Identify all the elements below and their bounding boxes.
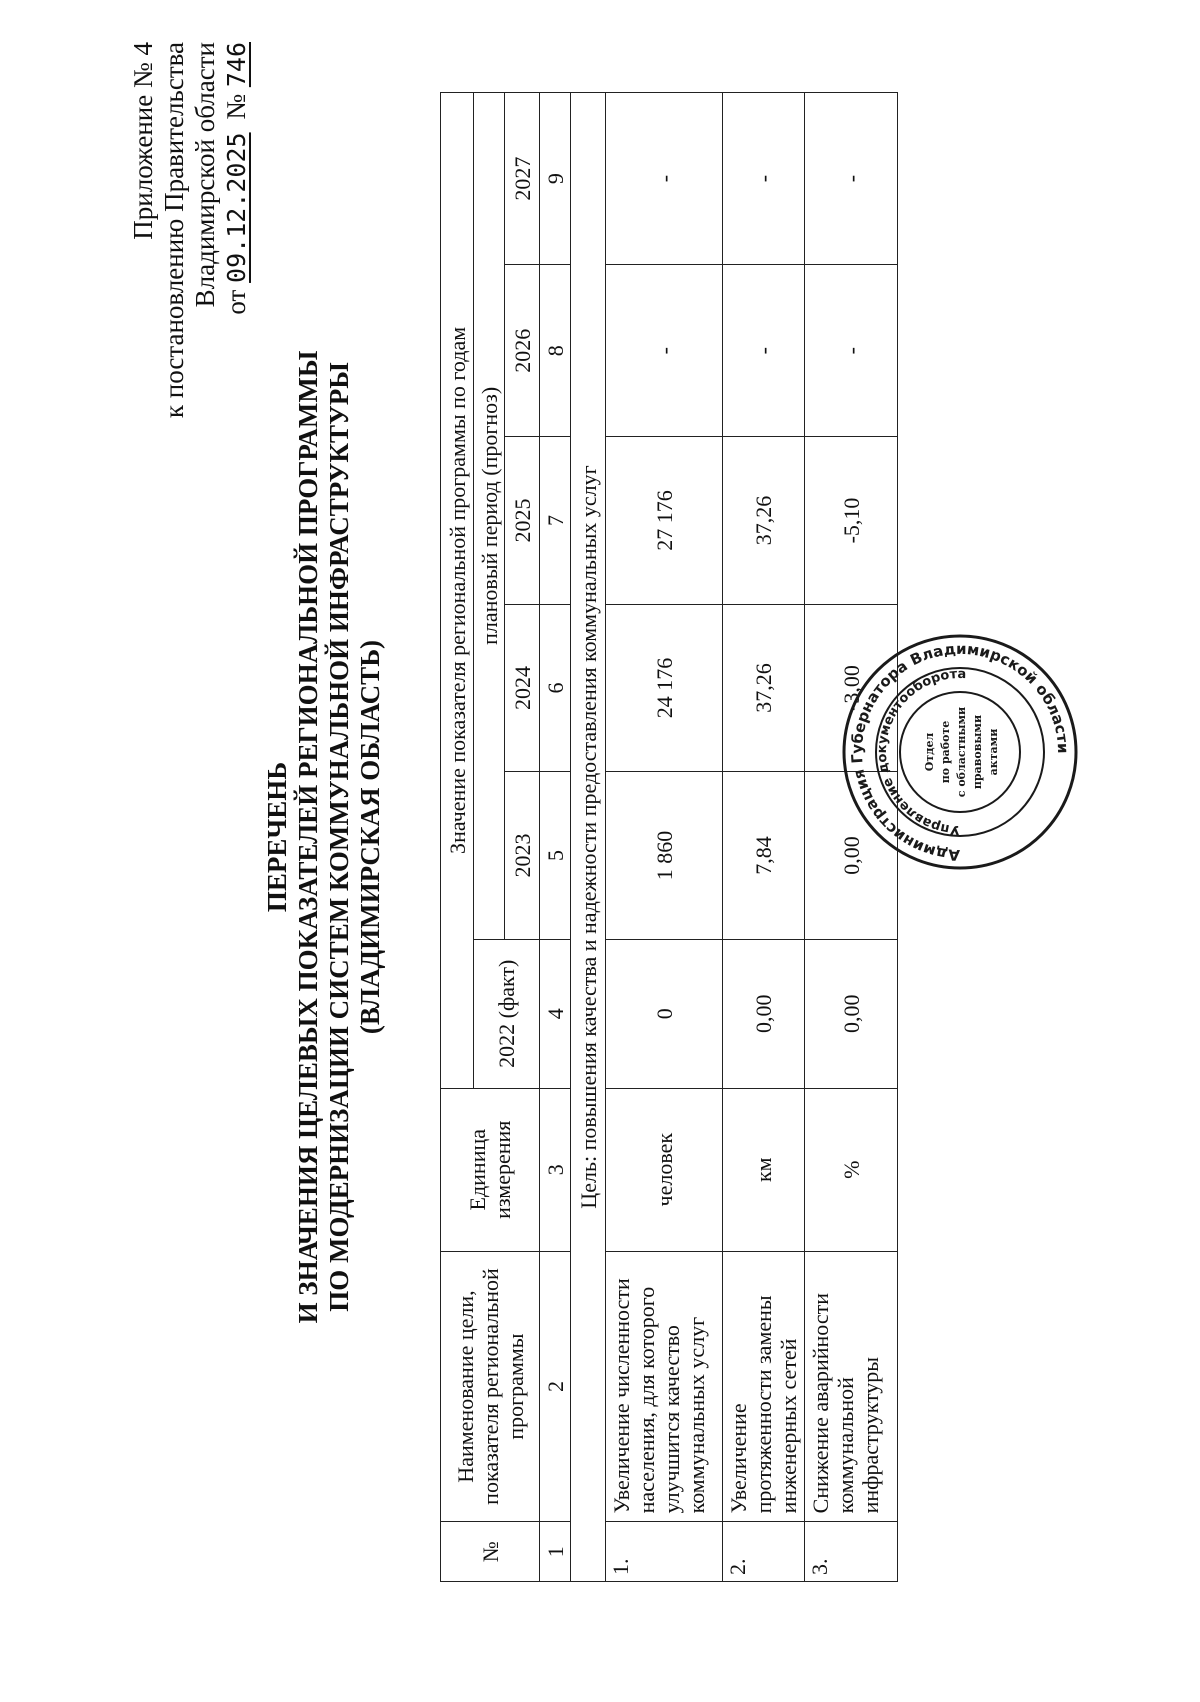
column-index: 7 — [540, 437, 571, 604]
appendix-date-line — [221, 42, 252, 482]
indicator-name: Снижение аварийности коммунальной инфраструктуры — [805, 1251, 898, 1522]
indicator-value: 37,26 — [723, 604, 805, 771]
appendix-number: Приложение № 4 — [128, 42, 158, 240]
appendix-region: Владимирской области — [190, 42, 220, 308]
goal-row — [571, 93, 606, 1582]
header-planned-period: плановый период (прогноз) — [474, 93, 505, 940]
title-line-4: (ВЛАДИМИРСКАЯ ОБЛАСТЬ) — [355, 639, 385, 1035]
column-index: 1 — [540, 1522, 571, 1582]
title-line-2: И ЗНАЧЕНИЯ ЦЕЛЕВЫХ ПОКАЗАТЕЛЕЙ РЕГИОНАЛЬНОЙ ПРОГРАММЫ — [293, 350, 323, 1324]
indicator-value: - — [606, 93, 723, 265]
column-index: 6 — [540, 604, 571, 771]
indicator-value: 37,26 — [723, 437, 805, 604]
header-number: № — [441, 1522, 540, 1582]
header-values-group: Значение показателя региональной программы по годам — [441, 93, 474, 1089]
stamp-center — [923, 707, 1000, 797]
goal-text: Цель: повышения качества и надежности предоставления коммунальных услуг — [571, 93, 606, 1582]
stamp-center-line: Отдел — [923, 732, 936, 772]
stamp-center-line: правовыми — [971, 714, 984, 790]
column-index: 2 — [540, 1251, 571, 1522]
indicator-unit: % — [805, 1088, 898, 1251]
row-number: 3. — [805, 1522, 898, 1582]
stamp-outer-text-path: Администрация Губернатора Владимирской области — [847, 639, 1073, 865]
indicator-value: -3,00 — [805, 604, 898, 771]
indicator-name: Увеличение численности населения, для которого улучшится качество коммунальных услуг — [606, 1251, 723, 1522]
indicator-value: - — [805, 265, 898, 437]
header-year: 2026 — [505, 265, 540, 437]
header-year: 2023 — [505, 772, 540, 939]
column-index: 8 — [540, 265, 571, 437]
indicator-value: 0,00 — [805, 772, 898, 939]
indicators-table — [440, 92, 898, 1582]
appendix-resolution: к постановлению Правительства — [159, 42, 189, 419]
resolution-number: 746 — [222, 42, 251, 88]
column-index-row — [540, 93, 571, 1582]
stamp-center-line: актами — [987, 728, 1000, 776]
column-index: 4 — [540, 939, 571, 1088]
header-year-fact: 2022 (факт) — [474, 939, 540, 1088]
indicator-value: 27 176 — [606, 437, 723, 604]
header-year: 2025 — [505, 437, 540, 604]
indicator-name: Увеличение протяженности замены инженерных сетей — [723, 1251, 805, 1522]
indicator-value: - — [606, 265, 723, 437]
official-stamp-seal — [840, 632, 1080, 872]
indicator-value: 0,00 — [805, 939, 898, 1088]
number-prefix: № — [221, 93, 251, 120]
header-name: Наименование цели, показателя региональной программы — [441, 1251, 540, 1522]
indicator-value: 0,00 — [723, 939, 805, 1088]
column-index: 5 — [540, 772, 571, 939]
indicator-value: 0 — [606, 939, 723, 1088]
column-index: 3 — [540, 1088, 571, 1251]
header-year: 2024 — [505, 604, 540, 771]
title-line-3: ПО МОДЕРНИЗАЦИИ СИСТЕМ КОММУНАЛЬНОЙ ИНФРАСТРУКТУРЫ — [324, 362, 354, 1312]
resolution-date: 09.12.2025 — [222, 132, 251, 283]
indicator-value: 1 860 — [606, 772, 723, 939]
header-unit: Единица измерения — [441, 1088, 540, 1251]
indicator-value: 7,84 — [723, 772, 805, 939]
indicator-value: - — [723, 93, 805, 265]
stamp-center-line: по работе — [939, 720, 952, 784]
stamp-center-line: с областными — [955, 706, 968, 798]
date-prefix: от — [221, 289, 251, 315]
indicator-value: - — [805, 93, 898, 265]
table-row — [723, 93, 805, 1582]
indicator-unit: км — [723, 1088, 805, 1251]
document-title — [262, 152, 386, 1522]
row-number: 1. — [606, 1522, 723, 1582]
indicator-unit: человек — [606, 1088, 723, 1251]
table-row — [606, 93, 723, 1582]
appendix-reference — [128, 42, 252, 482]
indicator-value: -5,10 — [805, 437, 898, 604]
row-number: 2. — [723, 1522, 805, 1582]
column-index: 9 — [540, 93, 571, 265]
indicator-value: - — [723, 265, 805, 437]
stamp-ring-text-path: Управление документооборота — [874, 666, 967, 838]
title-line-1: ПЕРЕЧЕНЬ — [262, 761, 292, 913]
indicator-value: 24 176 — [606, 604, 723, 771]
header-year: 2027 — [505, 93, 540, 265]
